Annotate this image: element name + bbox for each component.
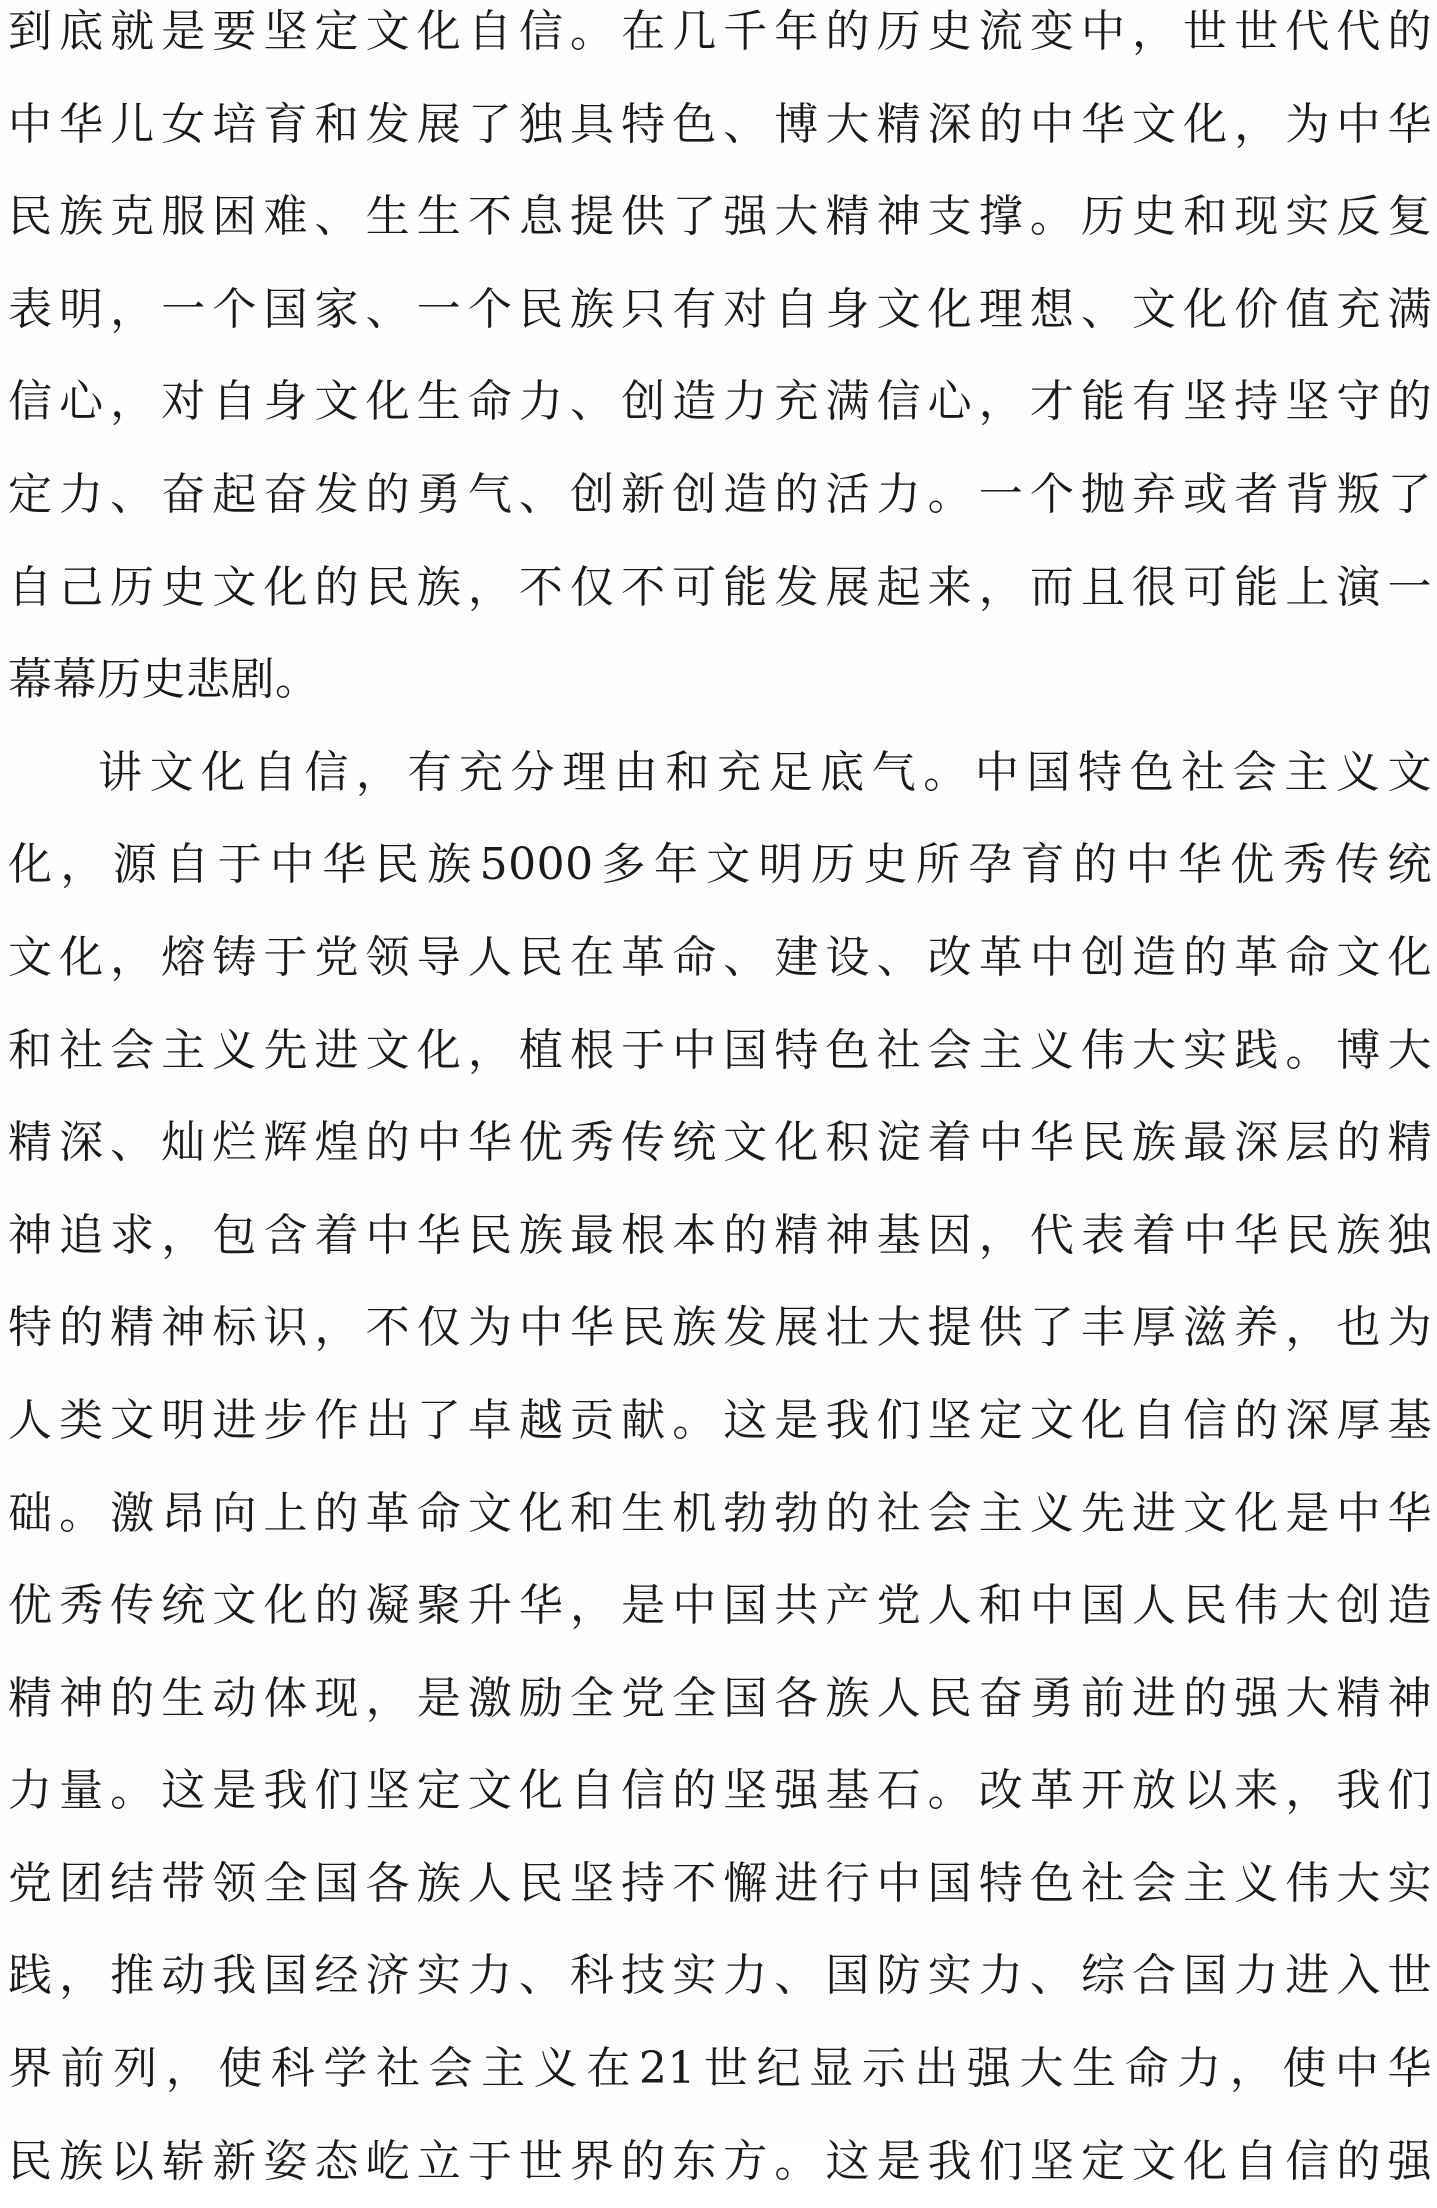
text-line: 信心，对自身文化生命力、创造力充满信心，才能有坚持坚守的 bbox=[8, 376, 1432, 428]
text-line: 人类文明进步作出了卓越贡献。这是我们坚定文化自信的深厚基 bbox=[8, 1394, 1432, 1446]
text-line: 自己历史文化的民族，不仅不可能发展起来，而且很可能上演一 bbox=[8, 561, 1432, 613]
text-line: 民族以崭新姿态屹立于世界的东方。这是我们坚定文化自信的强 bbox=[8, 2135, 1432, 2187]
text-line: 表明，一个国家、一个民族只有对自身文化理想、文化价值充满 bbox=[8, 283, 1432, 335]
text-line: 定力、奋起奋发的勇气、创新创造的活力。一个抛弃或者背叛了 bbox=[8, 468, 1432, 520]
text-line: 中华儿女培育和发展了独具特色、博大精深的中华文化，为中华 bbox=[8, 98, 1432, 150]
text-line: 到底就是要坚定文化自信。在几千年的历史流变中，世世代代的 bbox=[8, 6, 1432, 57]
text-line: 和社会主义先进文化，植根于中国特色社会主义伟大实践。博大 bbox=[8, 1024, 1432, 1076]
text-line: 民族克服困难、生生不息提供了强大精神支撑。历史和现实反复 bbox=[8, 191, 1432, 243]
text-line: 特的精神标识，不仅为中华民族发展壮大提供了丰厚滋养，也为 bbox=[8, 1302, 1432, 1354]
text-line: 力量。这是我们坚定文化自信的坚强基石。改革开放以来，我们 bbox=[8, 1765, 1432, 1817]
text-line: 文化，熔铸于党领导人民在革命、建设、改革中创造的革命文化 bbox=[8, 931, 1432, 983]
text-line: 化，源自于中华民族5000多年文明历史所孕育的中华优秀传统 bbox=[8, 839, 1432, 891]
paragraph bbox=[8, 0, 1432, 727]
body-text bbox=[8, 0, 1432, 2208]
text-line: 优秀传统文化的凝聚升华，是中国共产党人和中国人民伟大创造 bbox=[8, 1580, 1432, 1632]
text-line: 讲文化自信，有充分理由和充足底气。中国特色社会主义文 bbox=[98, 746, 1432, 798]
text-line: 精神的生动体现，是激励全党全国各族人民奋勇前进的强大精神 bbox=[8, 1672, 1432, 1724]
text-line: 幕幕历史悲剧。 bbox=[8, 654, 320, 706]
text-line: 础。激昂向上的革命文化和生机勃勃的社会主义先进文化是中华 bbox=[8, 1487, 1432, 1539]
text-line: 践，推动我国经济实力、科技实力、国防实力、综合国力进入世 bbox=[8, 1950, 1432, 2002]
paragraph bbox=[8, 727, 1432, 2208]
text-line: 界前列，使科学社会主义在21世纪显示出强大生命力，使中华 bbox=[8, 2043, 1432, 2095]
text-line: 党团结带领全国各族人民坚持不懈进行中国特色社会主义伟大实 bbox=[8, 1857, 1432, 1909]
text-line: 精深、灿烂辉煌的中华优秀传统文化积淀着中华民族最深层的精 bbox=[8, 1117, 1432, 1169]
text-line: 神追求，包含着中华民族最根本的精神基因，代表着中华民族独 bbox=[8, 1209, 1432, 1261]
